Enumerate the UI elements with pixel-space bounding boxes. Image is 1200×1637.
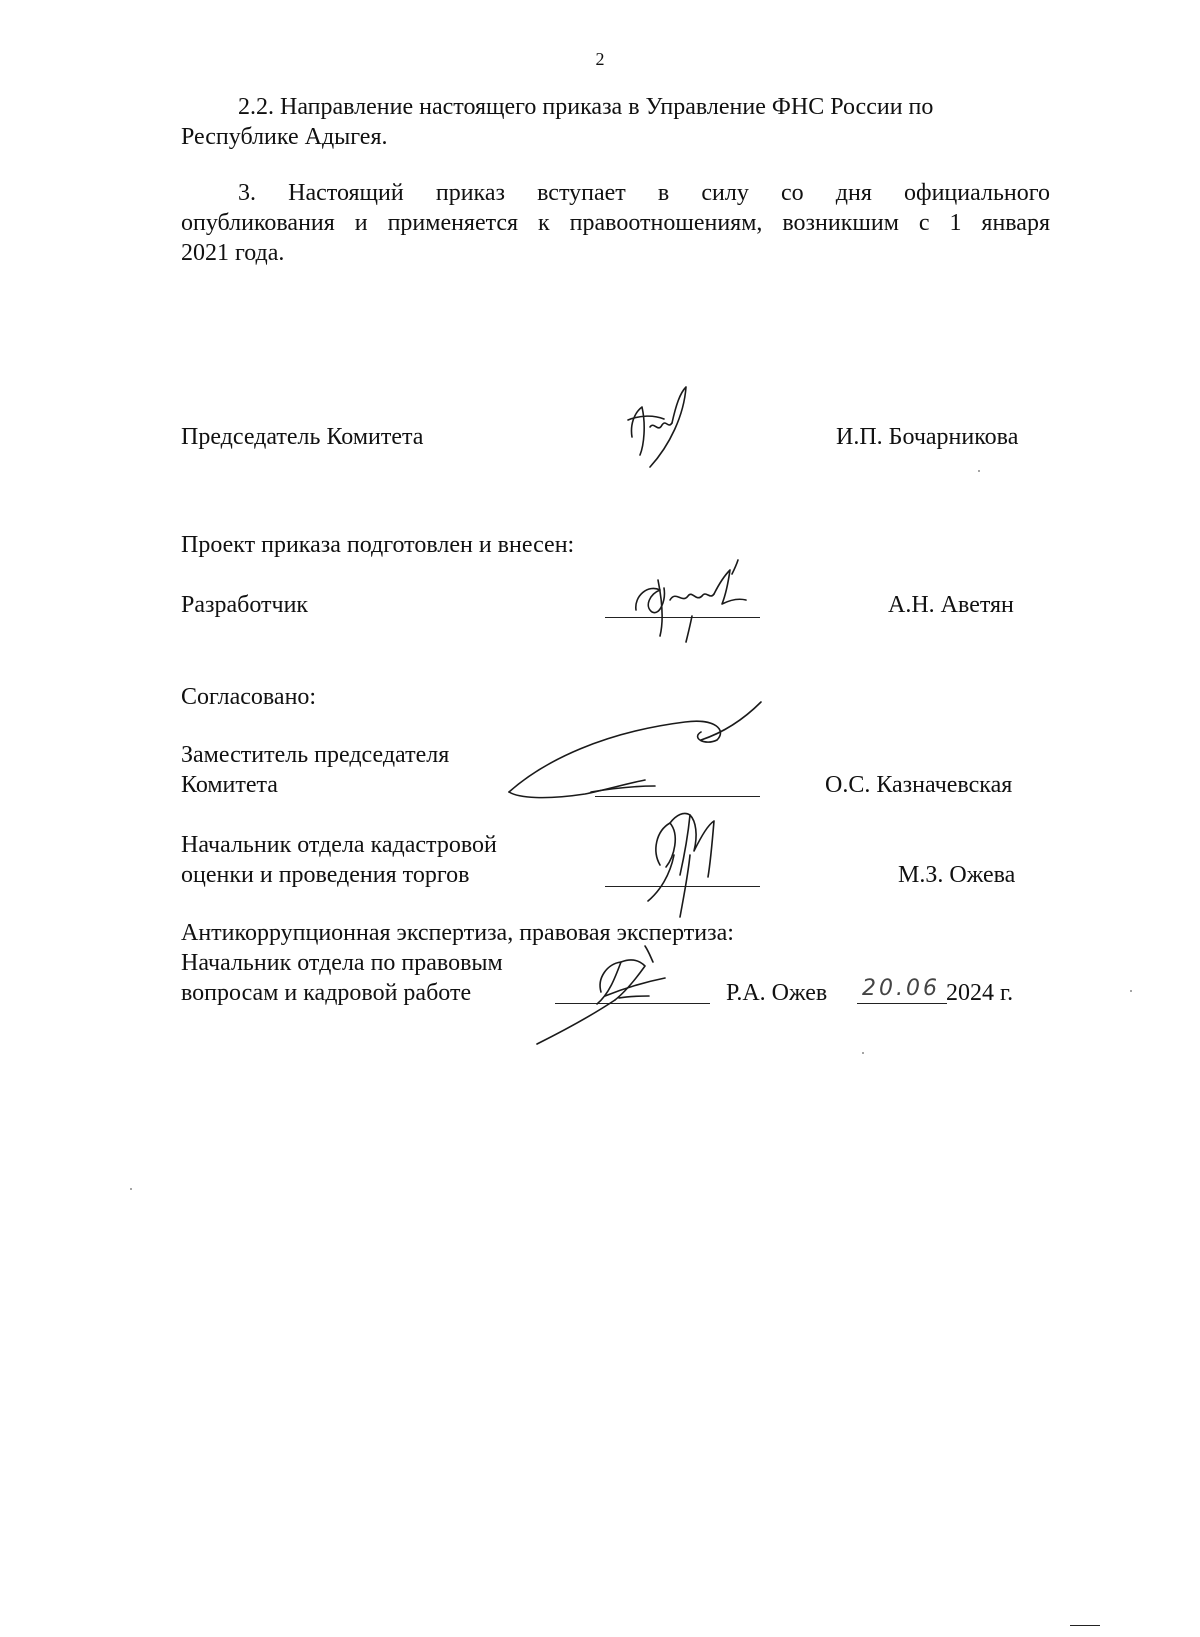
head-position-line-2: оценки и проведения торгов bbox=[181, 862, 470, 888]
head-signature bbox=[630, 805, 730, 925]
deputy-position-line-1: Заместитель председателя bbox=[181, 742, 450, 768]
date-line bbox=[857, 1003, 947, 1004]
chairman-position: Председатель Комитета bbox=[181, 424, 424, 450]
head-position-line-1: Начальник отдела кадастровой bbox=[181, 832, 497, 858]
chairman-name: И.П. Бочарникова bbox=[836, 424, 1019, 450]
page-number: 2 bbox=[595, 49, 605, 69]
deputy-name: О.С. Казначевская bbox=[825, 772, 1013, 798]
developer-role: Разработчик bbox=[181, 592, 309, 618]
deputy-signature bbox=[505, 700, 775, 810]
paragraph-2-2-line-1: 2.2. Направление настоящего приказа в Управление ФНС России по bbox=[238, 94, 934, 120]
approval-heading: Согласовано: bbox=[181, 684, 317, 710]
head-name: М.З. Ожева bbox=[898, 862, 1016, 888]
paragraph-2-2-line-2: Республике Адыгея. bbox=[181, 124, 388, 150]
handwritten-date: 20.06 bbox=[862, 976, 940, 1001]
paragraph-3-line-3: 2021 года. bbox=[181, 240, 285, 266]
expertise-role-line-1: Начальник отдела по правовым bbox=[181, 950, 503, 976]
expertise-name: Р.А. Ожев bbox=[726, 980, 828, 1006]
paragraph-3-line-1: 3. Настоящий приказ вступает в силу со дня официального bbox=[238, 180, 1050, 206]
scan-speck bbox=[978, 470, 980, 472]
deputy-position-line-2: Комитета bbox=[181, 772, 278, 798]
project-heading: Проект приказа подготовлен и внесен: bbox=[181, 532, 575, 558]
developer-name: А.Н. Аветян bbox=[888, 592, 1014, 618]
expertise-year: 2024 г. bbox=[946, 980, 1014, 1006]
scan-speck bbox=[1130, 990, 1132, 992]
developer-signature bbox=[630, 560, 770, 655]
paragraph-3-line-2: опубликования и применяется к правоотношениям, возникшим с 1 января bbox=[181, 210, 1050, 236]
scan-speck bbox=[130, 1188, 132, 1190]
expertise-signature bbox=[535, 940, 685, 1050]
scan-mark bbox=[1070, 1625, 1100, 1626]
expertise-heading: Антикоррупционная экспертиза, правовая экспертиза: bbox=[181, 920, 734, 946]
chairman-signature bbox=[620, 385, 700, 475]
scan-speck bbox=[862, 1052, 864, 1054]
expertise-role-line-2: вопросам и кадровой работе bbox=[181, 980, 472, 1006]
